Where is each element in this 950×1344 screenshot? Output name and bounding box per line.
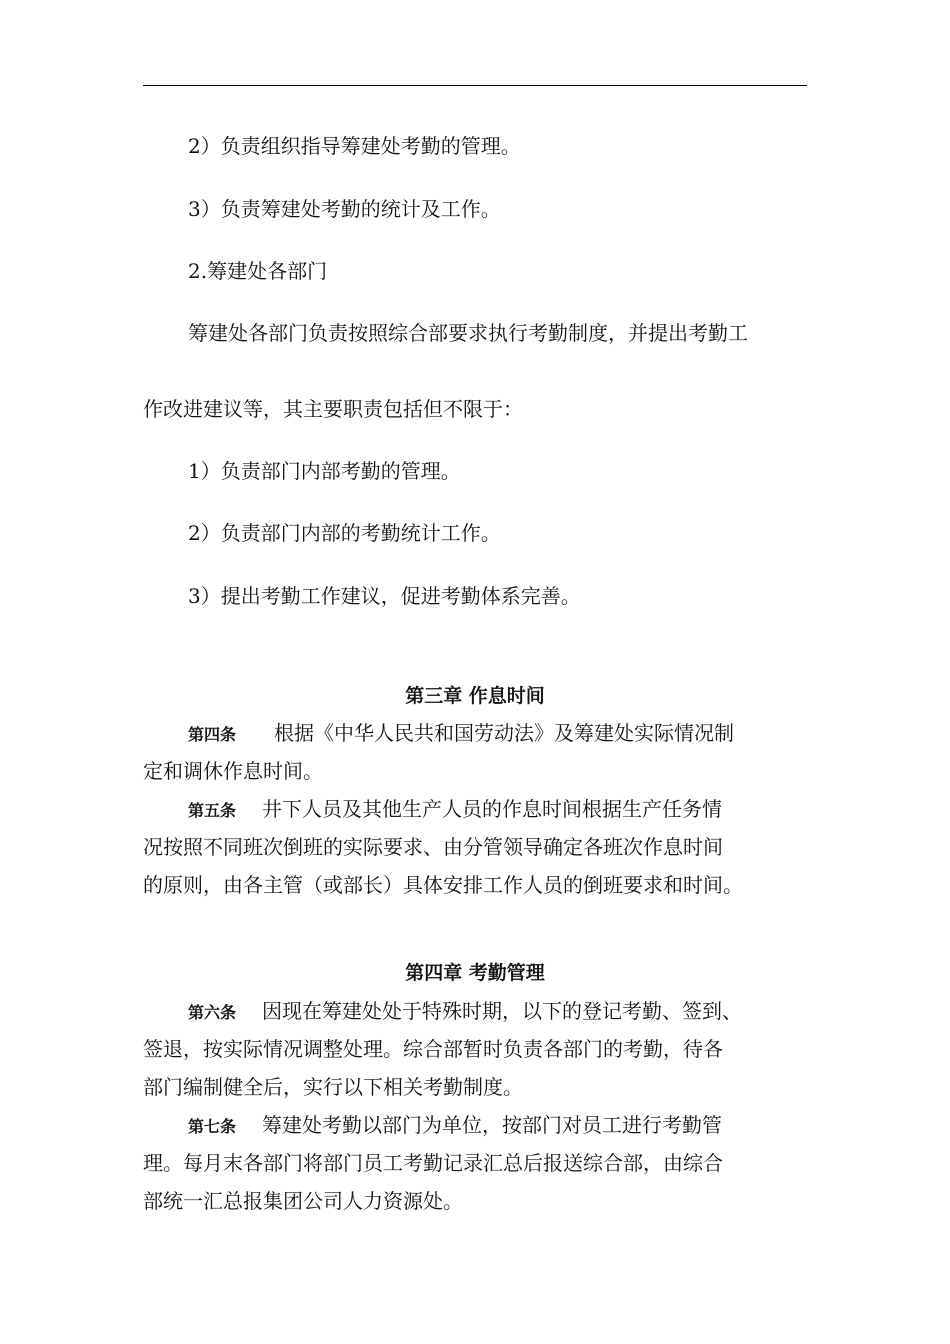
duty-line-4: 2）负责部门内部的考勤统计工作。 [188,521,501,545]
paragraph-line-1: 筹建处各部门负责按照综合部要求执行考勤制度，并提出考勤工 [188,321,748,345]
article7-label: 第七条 [188,1117,237,1136]
article5-line-2: 况按照不同班次倒班的实际要求、由分管领导确定各班次作息时间 [143,835,723,859]
article5-line-1 [188,796,722,824]
article7-line-2: 理。每月末各部门将部门员工考勤记录汇总后报送综合部，由综合 [143,1151,723,1175]
chapter3-title: 第三章 作息时间 [405,685,545,707]
article5-label: 第五条 [188,801,237,820]
article4-line-2: 定和调休作息时间。 [143,759,323,783]
article4-label: 第四条 [188,725,237,744]
article5-text-1: 井下人员及其他生产人员的作息时间根据生产任务情 [262,797,723,821]
article7-text-1: 筹建处考勤以部门为单位，按部门对员工进行考勤管 [262,1113,723,1137]
duty-line-5: 3）提出考勤工作建议，促进考勤体系完善。 [188,584,581,608]
article7-line-3: 部统一汇总报集团公司人力资源处。 [143,1189,463,1213]
article6-text-1: 因现在筹建处处于特殊时期，以下的登记考勤、签到、 [262,999,743,1023]
duty-line-2: 3）负责筹建处考勤的统计及工作。 [188,197,501,221]
article6-label: 第六条 [188,1003,237,1022]
article4-line-1 [188,720,734,748]
article6-line-3: 部门编制健全后，实行以下相关考勤制度。 [143,1075,523,1099]
chapter4-title: 第四章 考勤管理 [405,962,545,984]
article7-line-1 [188,1112,722,1140]
paragraph-line-2: 作改进建议等，其主要职责包括但不限于： [143,397,523,421]
article6-line-2: 签退，按实际情况调整处理。综合部暂时负责各部门的考勤，待各 [143,1037,723,1061]
duty-line-3: 1）负责部门内部考勤的管理。 [188,459,461,483]
duty-line-1: 2）负责组织指导筹建处考勤的管理。 [188,134,521,158]
subsection-title: 2.筹建处各部门 [188,259,328,283]
article6-line-1 [188,998,742,1026]
article5-line-3: 的原则，由各主管（或部长）具体安排工作人员的倒班要求和时间。 [143,873,743,897]
article4-text-1: 根据《中华人民共和国劳动法》及筹建处实际情况制 [274,721,735,745]
header-rule [143,85,807,86]
